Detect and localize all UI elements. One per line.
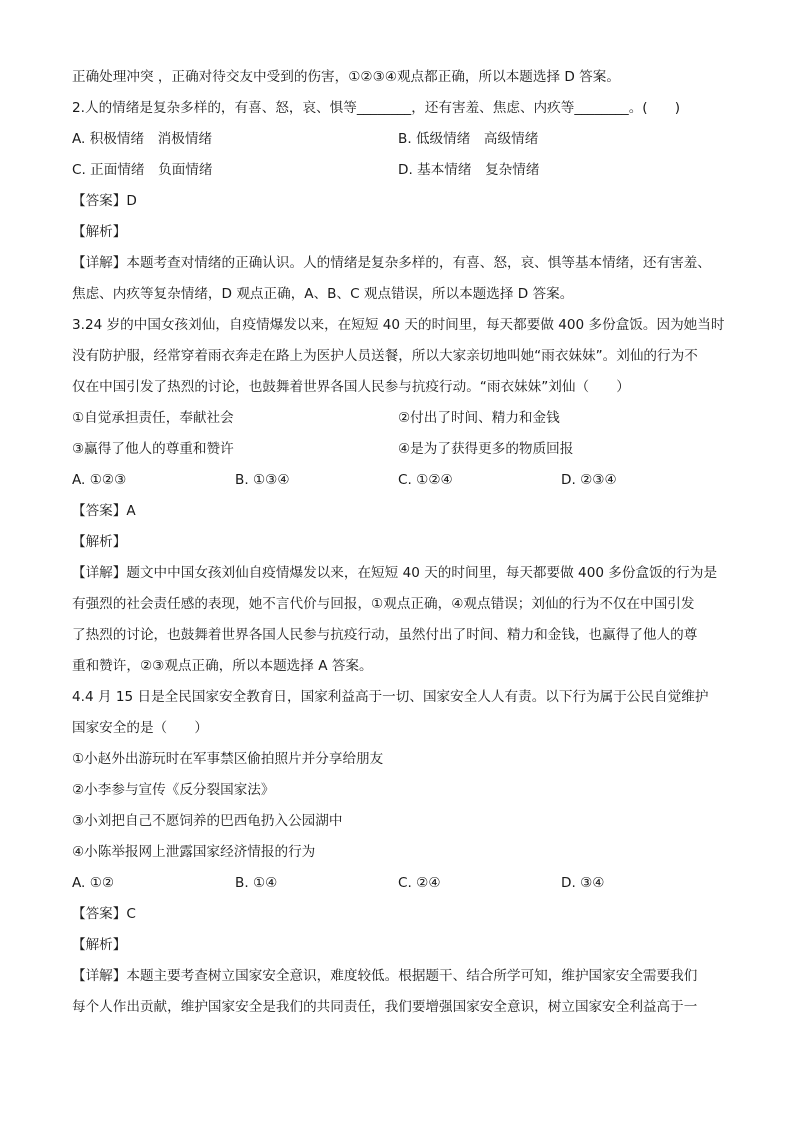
q4-statement: ②小李参与宣传《反分裂国家法》 — [72, 782, 275, 798]
q2-option-b: B. 低级情绪 高级情绪 — [398, 131, 539, 147]
q3-options — [72, 465, 724, 496]
q2-options-row-1 — [72, 124, 724, 155]
q2-stem: 2.人的情绪是复杂多样的，有喜、怒，哀、惧等________，还有害羞、焦虑、内疚等________。( ) — [72, 100, 681, 116]
q4-options — [72, 868, 724, 899]
q4-detail-line: 【详解】本题主要考查树立国家安全意识，难度较低。根据题干、结合所学可知，维护国家安全需要我们 — [72, 968, 698, 984]
q3-analysis-label: 【解析】 — [72, 534, 127, 550]
q4-statement: ①小赵外出游玩时在军事禁区偷拍照片并分享给朋友 — [72, 751, 384, 767]
q3-detail-line: 重和赞许，②③观点正确，所以本题选择 A 答案。 — [72, 658, 373, 674]
q4-stem-line: 4.4 月 15 日是全民国家安全教育日，国家利益高于一切、国家安全人人有责。以下行为属于公民自觉维护 — [72, 689, 709, 705]
q2-analysis-label: 【解析】 — [72, 224, 127, 240]
q3-statement: ③赢得了他人的尊重和赞许 — [72, 441, 234, 457]
q4-option-a: A. ①② — [72, 875, 115, 891]
q1-analysis-tail: 正确处理冲突 ，正确对待交友中受到的伤害，①②③④观点都正确，所以本题选择 D 答案。 — [72, 69, 620, 85]
q3-option-a: A. ①②③ — [72, 472, 127, 488]
q4-detail-line: 每个人作出贡献，维护国家安全是我们的共同责任，我们要增强国家安全意识，树立国家安全利益高于一 — [72, 999, 698, 1015]
q2-answer: 【答案】D — [72, 193, 137, 209]
q4-option-d: D. ③④ — [561, 875, 605, 891]
q3-option-b: B. ①③④ — [235, 472, 290, 488]
q3-statement: ④是为了获得更多的物质回报 — [398, 441, 574, 457]
q4-option-b: B. ①④ — [235, 875, 278, 891]
q3-stem-line: 仅在中国引发了热烈的讨论，也鼓舞着世界各国人民参与抗疫行动。“雨衣妹妹”刘仙（ ） — [72, 379, 630, 395]
q2-option-d: D. 基本情绪 复杂情绪 — [398, 162, 540, 178]
q3-statements-row-1 — [72, 403, 724, 434]
q3-detail-line: 【详解】题文中中国女孩刘仙自疫情爆发以来，在短短 40 天的时间里，每天都要做 400 多份盒饭的行为是 — [72, 565, 718, 581]
q3-stem-line: 没有防护服，经常穿着雨衣奔走在路上为医护人员送餐，所以大家亲切地叫她“雨衣妹妹”。刘仙的行为不 — [72, 348, 698, 364]
q3-statement: ①自觉承担责任，奉献社会 — [72, 410, 234, 426]
q2-options-row-2 — [72, 155, 724, 186]
q4-stem-line: 国家安全的是（ ） — [72, 720, 208, 736]
q3-statement: ②付出了时间、精力和金钱 — [398, 410, 560, 426]
q3-answer: 【答案】A — [72, 503, 136, 519]
q4-analysis-label: 【解析】 — [72, 937, 127, 953]
q2-option-a: A. 积极情绪 消极情绪 — [72, 131, 213, 147]
q3-statements-row-2 — [72, 434, 724, 465]
q3-option-d: D. ②③④ — [561, 472, 617, 488]
q2-detail-line: 【详解】本题考查对情绪的正确认识。人的情绪是复杂多样的，有喜、怒，哀、惧等基本情绪，还有害羞、 — [72, 255, 711, 271]
q3-stem-line: 3.24 岁的中国女孩刘仙，自疫情爆发以来，在短短 40 天的时间里，每天都要做 400 多份盒饭。因为她当时 — [72, 317, 724, 333]
q3-detail-line: 了热烈的讨论，也鼓舞着世界各国人民参与抗疫行动，虽然付出了时间、精力和金钱，也赢得了他人的尊 — [72, 627, 698, 643]
q4-statement: ③小刘把自己不愿饲养的巴西龟扔入公园湖中 — [72, 813, 343, 829]
q2-option-c: C. 正面情绪 负面情绪 — [72, 162, 213, 178]
q3-option-c: C. ①②④ — [398, 472, 453, 488]
page-content — [72, 62, 724, 1023]
q4-answer: 【答案】C — [72, 906, 136, 922]
q3-detail-line: 有强烈的社会责任感的表现，她不言代价与回报，①观点正确，④观点错误；刘仙的行为不仅在中国引发 — [72, 596, 695, 612]
q2-detail-line: 焦虑、内疚等复杂情绪，D 观点正确，A、B、C 观点错误，所以本题选择 D 答案。 — [72, 286, 574, 302]
q4-option-c: C. ②④ — [398, 875, 441, 891]
q4-statement: ④小陈举报网上泄露国家经济情报的行为 — [72, 844, 316, 860]
